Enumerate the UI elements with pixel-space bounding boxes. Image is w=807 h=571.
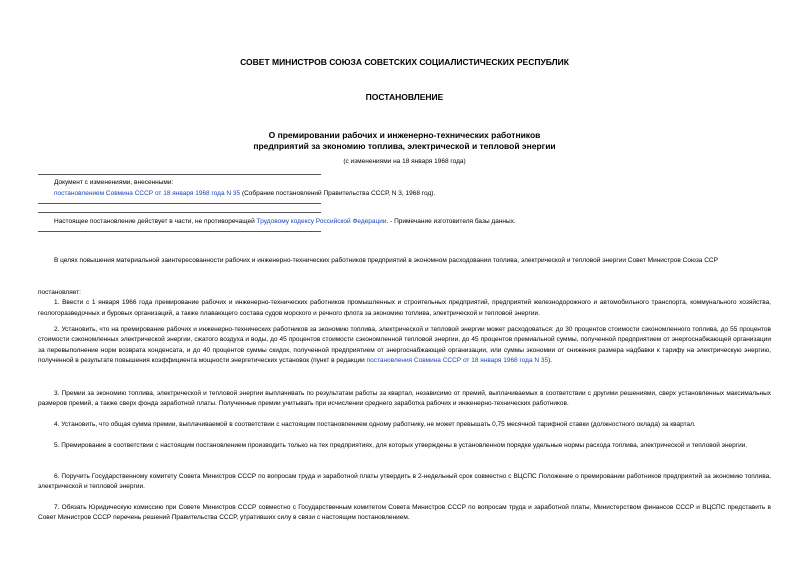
validity-note (54, 216, 764, 227)
validity-pre: Настоящее постановление действует в части, не противоречащей (54, 218, 257, 225)
amendments-note: (с изменениями на 18 января 1968 года) (343, 158, 466, 165)
title-line-2: предприятий за экономию топлива, электрической и тепловой энергии (253, 141, 556, 151)
paragraph-3: 3. Премии за экономию топлива, электрической и тепловой энергии выплачивать по результатам работы за квартал, независимо от премий, выплачиваемых в соответствии с другими решениями, сверх установленных максимальных размеров премий, а также сверх фонда заработной платы. Полученные премии учитывать при исчислении среднего заработка рабочих и инженерно-технических работников. (38, 390, 771, 408)
divider (38, 174, 321, 175)
paragraph-2-end: ). (548, 356, 553, 364)
document-body-p2 (38, 325, 771, 366)
paragraph-2 (38, 325, 771, 366)
amended-source: (Собрание постановлений Правительства СССР, N 3, 1968 год). (240, 190, 436, 197)
document-body-p7 (38, 503, 771, 524)
document-body (38, 256, 771, 266)
amendments-info (54, 177, 764, 199)
paragraph-6: 6. Поручить Государственному комитету Совета Министров СССР по вопросам труда и заработной платы утвердить в 2-недельный срок совместно с ВЦСПС Положение о премировании работников предприятий за экономию топлива, электрической и тепловой энергии. (38, 473, 771, 491)
paragraph-5: 5. Премирование в соответствии с настоящим постановлением производить только на тех предприятиях, для которых утверждены в установленном порядке удельные нормы расхода топлива, электрической и тепловой энергии. (54, 442, 748, 449)
amended-label: Документ с изменениями, внесенными: (54, 179, 174, 186)
document-title (38, 130, 771, 152)
paragraph-4: 4. Установить, что общая сумма премии, выплачиваемой в соответствии с настоящим постановлением одному работнику, не может превышать 0,75 месячной тарифной ставки (должностного оклада) за квартал. (54, 421, 696, 428)
document-body-p6 (38, 472, 771, 493)
paragraph-2-text: 2. Установить, что на премирование рабочих и инженерно-технических работников за экономию топлива, электрической и тепловой энергии может расходоваться: до 30 процентов стоимости сэкономленного топлива, до 55 процентов стоимости сэкономленных электрической энергии, сжатого воздуха и воды, до 45 процентов стоимости сэкономленной тепловой энергии, до 45 процентов премиальной суммы, полученной предприятием от энергоснабжающей организации за перевыполнение норм возврата конденсата, и до 40 процентов суммы скидок, полученной предприятием от энергоснабжающей организации, или суммы экономии от снижения размера надбавки к тарифу на электрическую энергию, полученной в результате повышения коэффициента мощности энергетических установок (пункт в редакции (38, 326, 771, 364)
paragraph-2-amendment-link[interactable]: постановления Совмина СССР от 18 января 1968 года N 35 (366, 356, 549, 364)
document-type: ПОСТАНОВЛЕНИЕ (365, 92, 444, 102)
document-body-resolves (38, 288, 771, 319)
paragraph-7: 7. Обязать Юридическую комиссию при Совете Министров СССР совместно с Государственным комитетом Совета Министров СССР по вопросам труда и заработной платы, Министерством финансов СССР и ВЦСПС представить в Совет Министров СССР перечень решений Правительства СССР, утративших силу в связи с настоящим постановлением. (38, 504, 771, 522)
divider (38, 231, 321, 232)
divider (38, 203, 321, 204)
amending-act-link[interactable]: постановлением Совмина СССР от 18 января 1968 года N 35 (54, 190, 241, 197)
title-line-1: О премировании рабочих и инженерно-технических работников (268, 130, 541, 140)
divider (38, 212, 321, 213)
labor-code-link[interactable]: Трудовому кодексу Российской Федерации (256, 218, 387, 225)
amended-source-line (54, 188, 764, 199)
document-body-p4 (38, 420, 771, 430)
issuing-body: СОВЕТ МИНИСТРОВ СОЮЗА СОВЕТСКИХ СОЦИАЛИСТИЧЕСКИХ РЕСПУБЛИК (240, 57, 569, 67)
document-body-p5 (38, 441, 771, 451)
validity-post: . - Примечание изготовителя базы данных. (386, 218, 516, 225)
paragraph-1: 1. Ввести с 1 января 1966 года премирование рабочих и инженерно-технических работников промышленных и строительных предприятий, предприятий железнодорожного и автомобильного транспорта, коммунального хозяйства, геологоразведочных и буровых организаций, а также плавающего состава судов морского и речного флота за экономию топлива, электрической и тепловой энергии. (38, 299, 771, 317)
document-body-p3 (38, 389, 771, 410)
resolves-word: постановляет: (38, 289, 81, 296)
preamble: В целях повышения материальной заинтересованности рабочих и инженерно-технических работников предприятий в экономном расходовании топлива, электрической и тепловой энергии Совет Министров Союза ССР (54, 257, 718, 264)
